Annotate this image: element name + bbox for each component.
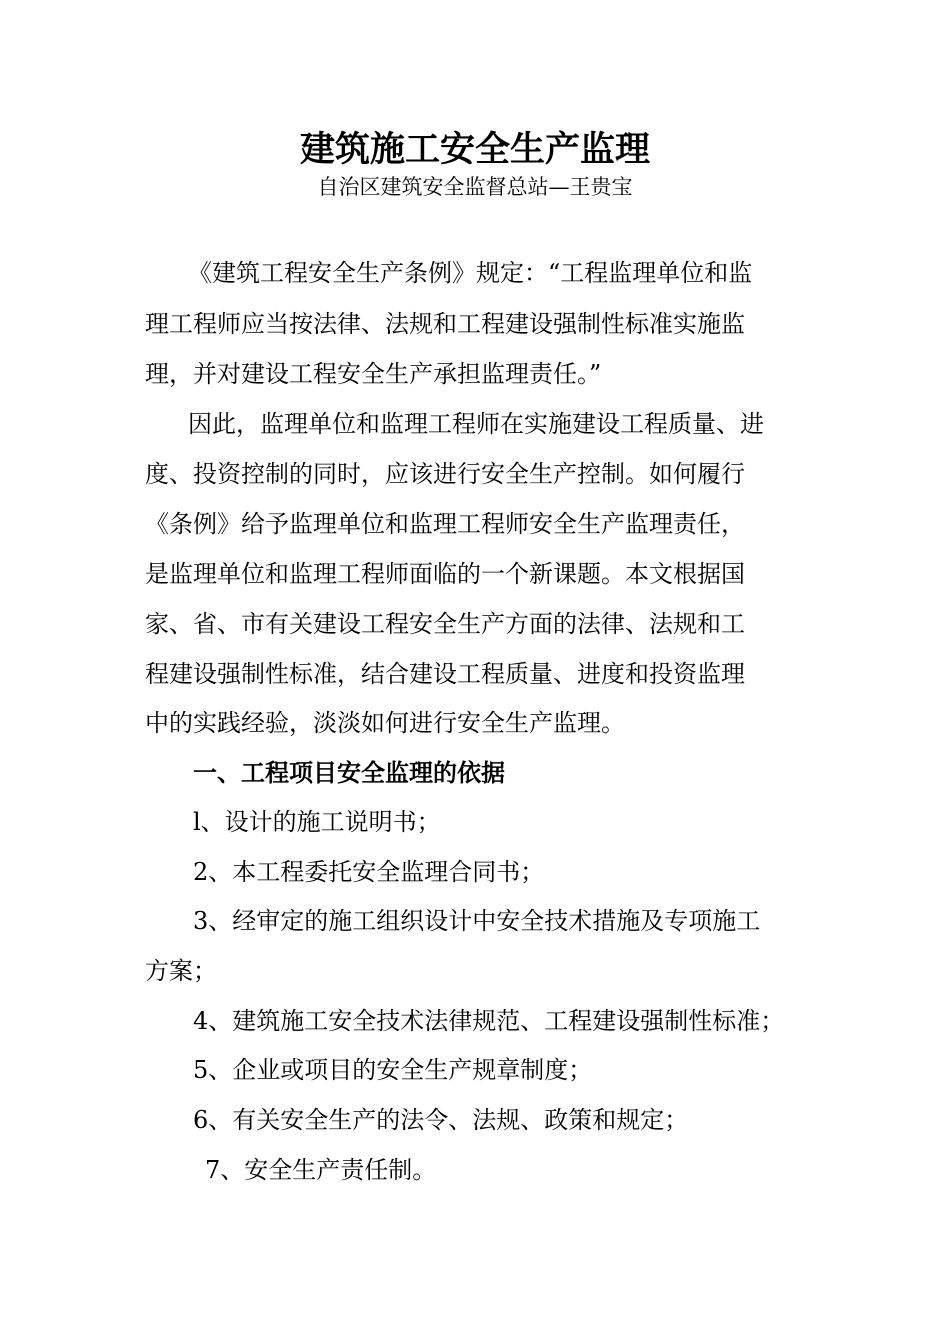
- paragraph-1-line-1: 《建筑工程安全生产条例》规定：“工程监理单位和监: [188, 259, 753, 287]
- list-item-1: l、设计的施工说明书；: [193, 808, 441, 836]
- list-item-6: 6、有关安全生产的法令、法规、政策和规定；: [193, 1106, 689, 1134]
- paragraph-2-line-2: 度、投资控制的同时，应该进行安全生产控制。如何履行: [145, 460, 745, 488]
- section-heading: 一、工程项目安全监理的依据: [193, 758, 505, 787]
- paragraph-2-line-7: 中的实践经验，淡淡如何进行安全生产监理。: [145, 709, 625, 737]
- paragraph-2-line-1: 因此，监理单位和监理工程师在实施建设工程质量、进: [188, 410, 764, 438]
- list-item-3: 3、经审定的施工组织设计中安全技术措施及专项施工: [193, 907, 761, 935]
- list-item-2: 2、本工程委托安全监理合同书；: [193, 858, 545, 886]
- document-subtitle: 自治区建筑安全监督总站—王贵宝: [317, 175, 633, 199]
- paragraph-2-line-6: 程建设强制性标准，结合建设工程质量、进度和投资监理: [145, 660, 745, 688]
- paragraph-1-line-2: 理工程师应当按法律、法规和工程建设强制性标准实施监: [145, 310, 745, 338]
- list-item-7: 7、安全生产责任制。: [205, 1156, 437, 1184]
- list-item-4: 4、建筑施工安全技术法律规范、工程建设强制性标准；: [193, 1007, 785, 1035]
- list-item-3-continued: 方案；: [145, 957, 217, 985]
- paragraph-1-line-3: 理，并对建设工程安全生产承担监理责任。”: [145, 360, 602, 388]
- document-title: 建筑施工安全生产监理: [299, 129, 650, 170]
- paragraph-2-line-3: 《条例》给予监理单位和监理工程师安全生产监理责任，: [145, 510, 745, 538]
- list-item-5: 5、企业或项目的安全生产规章制度；: [193, 1056, 593, 1084]
- paragraph-2-line-5: 家、省、市有关建设工程安全生产方面的法律、法规和工: [145, 610, 745, 638]
- paragraph-2-line-4: 是监理单位和监理工程师面临的一个新课题。本文根据国: [145, 560, 745, 588]
